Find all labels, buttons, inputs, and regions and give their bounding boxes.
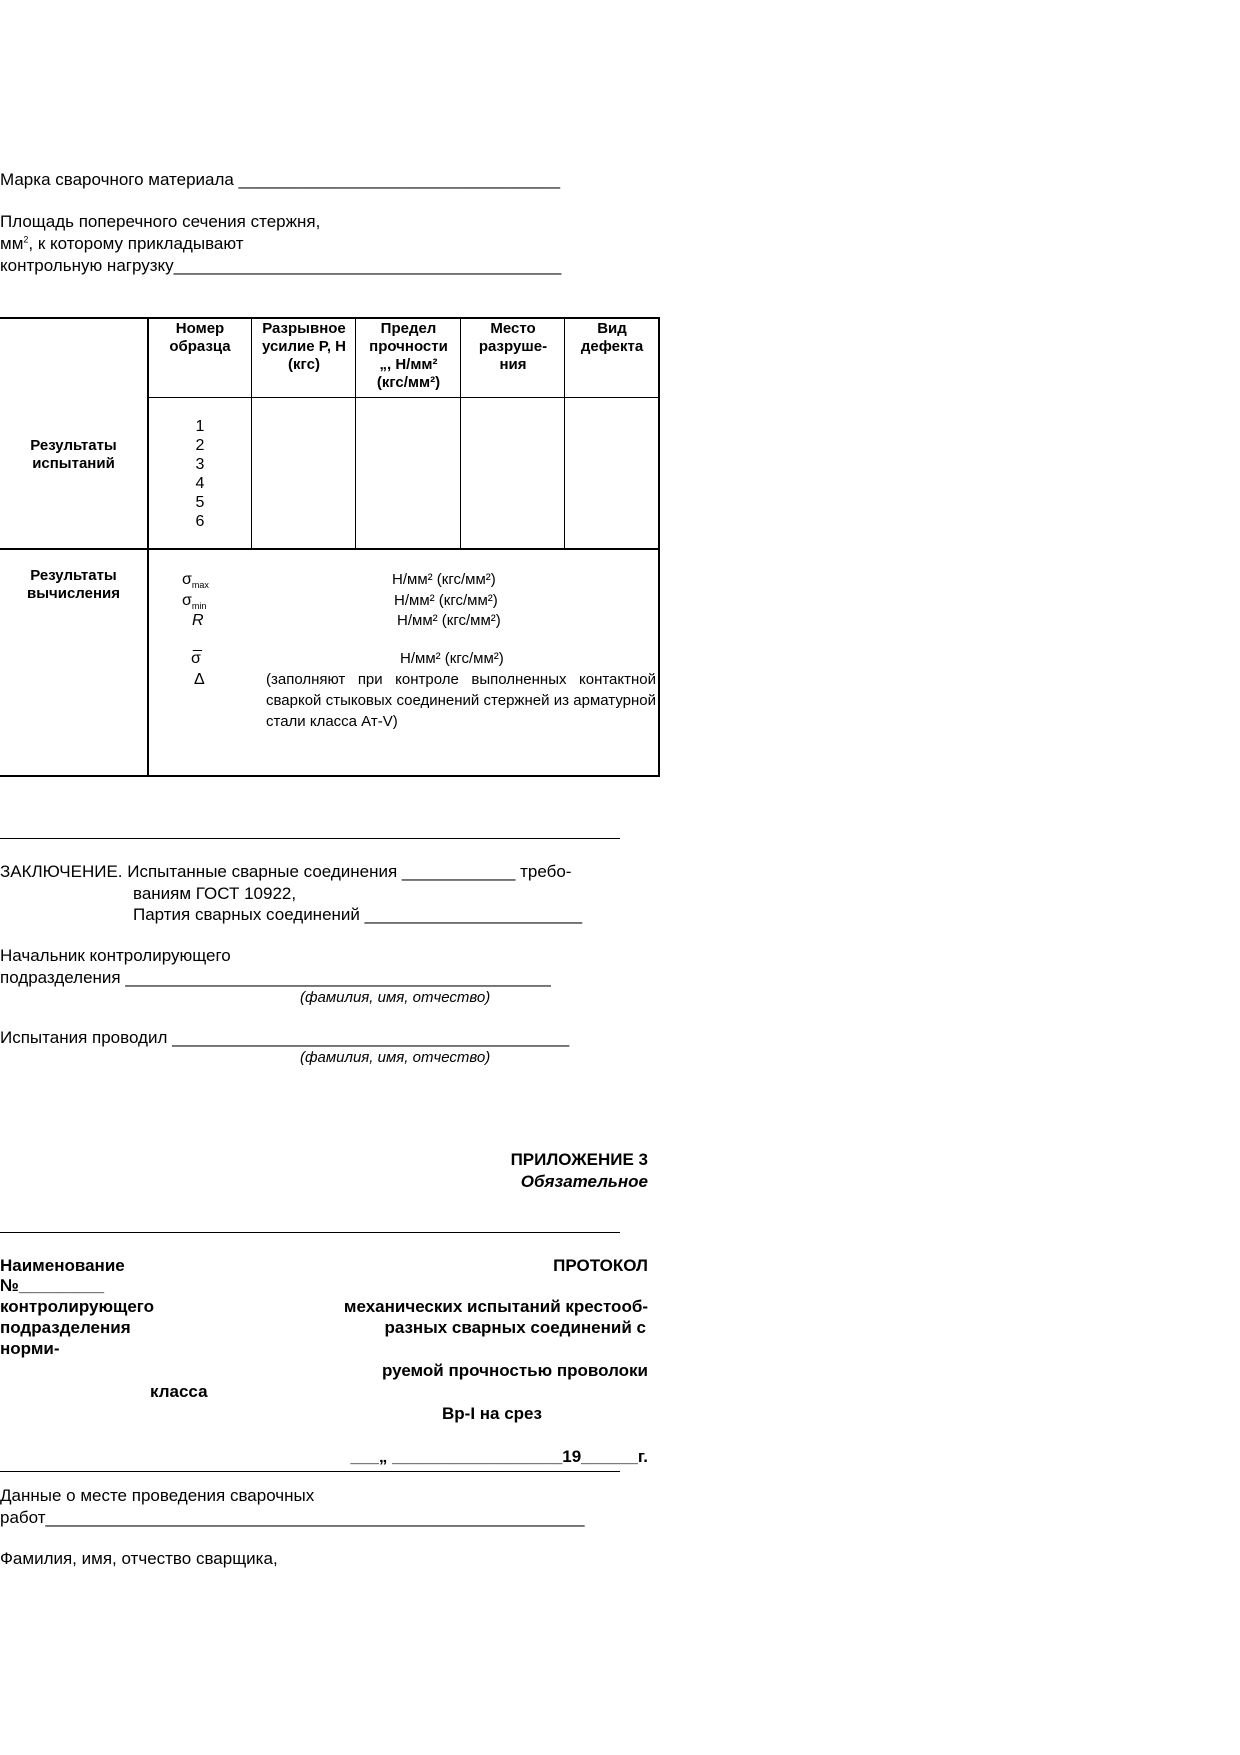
r-symbol: R xyxy=(192,612,204,629)
delta-note: (заполняют при контроле выполненных контактной сваркой стыковых соединений стержней из арматурной стали класса Ат-V) xyxy=(266,671,656,730)
cross-section-area-line3: контрольную нагрузку_________________________________________ xyxy=(0,256,562,275)
header-fracture-location: Место разруше- ния xyxy=(478,320,548,373)
protocol-subtitle-line4: Вр-I на срез xyxy=(442,1404,542,1423)
org-label-line3: контролирующего xyxy=(0,1297,155,1316)
org-label-line6: класса xyxy=(150,1382,208,1401)
org-label-line4: подразделения xyxy=(0,1318,131,1337)
delta-symbol: Δ xyxy=(194,671,205,688)
label-test-results: Результаты испытаний xyxy=(30,437,117,472)
batch-line: Партия сварных соединений _______________________ xyxy=(133,905,583,924)
protocol-subtitle-line2: разных сварных соединений с xyxy=(384,1318,646,1337)
label-calculation-results: Результаты вычисления xyxy=(26,567,120,602)
sigma-min-symbol: $\sigma_{min}$ xyxy=(182,592,207,612)
cross-section-area-line1: Площадь поперечного сечения стержня, xyxy=(0,212,321,231)
sigma-mean-symbol: σ xyxy=(191,650,201,667)
chief-label-line1: Начальник контролирующего xyxy=(0,946,231,965)
sample-numbers: 1 2 3 4 5 6 xyxy=(195,418,205,530)
protocol-subtitle-line1: механических испытаний крестооб- xyxy=(343,1297,648,1316)
separator-line xyxy=(0,838,620,839)
header-breaking-force: Разрывное усилие P, Н (кгс) xyxy=(261,320,347,373)
place-line2: работ_________________________________________________________ xyxy=(0,1508,585,1527)
sigma-mean-unit: Н/мм² (кгс/мм²) xyxy=(400,650,504,667)
sigma-min-unit: Н/мм² (кгс/мм²) xyxy=(394,592,498,609)
separator-line-3 xyxy=(0,1471,620,1472)
fio-caption-2: (фамилия, имя, отчество) xyxy=(300,1049,491,1066)
sigma-max-unit: Н/мм² (кгс/мм²) xyxy=(392,571,496,588)
r-unit: Н/мм² (кгс/мм²) xyxy=(397,612,501,629)
appendix-subtitle: Обязательное xyxy=(520,1172,648,1191)
protocol-date: ___„ __________________19______г. xyxy=(350,1447,648,1466)
header-defect-type: Вид дефекта xyxy=(580,320,644,355)
protocol-title: ПРОТОКОЛ xyxy=(553,1256,648,1275)
protocol-number: №_________ xyxy=(0,1276,105,1295)
welding-material-label: Марка сварочного материала __________________________________ xyxy=(0,170,561,189)
place-line1: Данные о месте проведения сварочных xyxy=(0,1486,315,1505)
conclusion-line2: ваниям ГОСТ 10922, xyxy=(133,884,297,903)
conclusion-line1: ЗАКЛЮЧЕНИЕ. Испытанные сварные соединения ____________ требо- xyxy=(0,862,572,881)
protocol-subtitle-line3: руемой прочностью проволоки xyxy=(381,1361,648,1380)
tester-label: Испытания проводил __________________________________________ xyxy=(0,1028,570,1047)
chief-label-line2: подразделения _____________________________________________ xyxy=(0,968,551,987)
sigma-bar-overline: _ xyxy=(193,635,202,652)
header-tensile-strength: Предел прочности „, Н/мм² (кгс/мм²) xyxy=(369,320,448,391)
appendix-title: ПРИЛОЖЕНИЕ 3 xyxy=(510,1150,648,1169)
sigma-max-symbol: $\sigma_{max}$ xyxy=(182,571,209,591)
header-sample-number: Номер образца xyxy=(169,320,231,355)
welder-label: Фамилия, имя, отчество сварщика, xyxy=(0,1549,278,1568)
org-name-label: Наименование xyxy=(0,1256,125,1275)
org-label-line5: норми- xyxy=(0,1339,60,1358)
cross-section-area-line2: $мм^2$, к которому прикладывают xyxy=(0,234,244,253)
fio-caption-1: (фамилия, имя, отчество) xyxy=(300,989,491,1006)
separator-line-2 xyxy=(0,1232,620,1233)
